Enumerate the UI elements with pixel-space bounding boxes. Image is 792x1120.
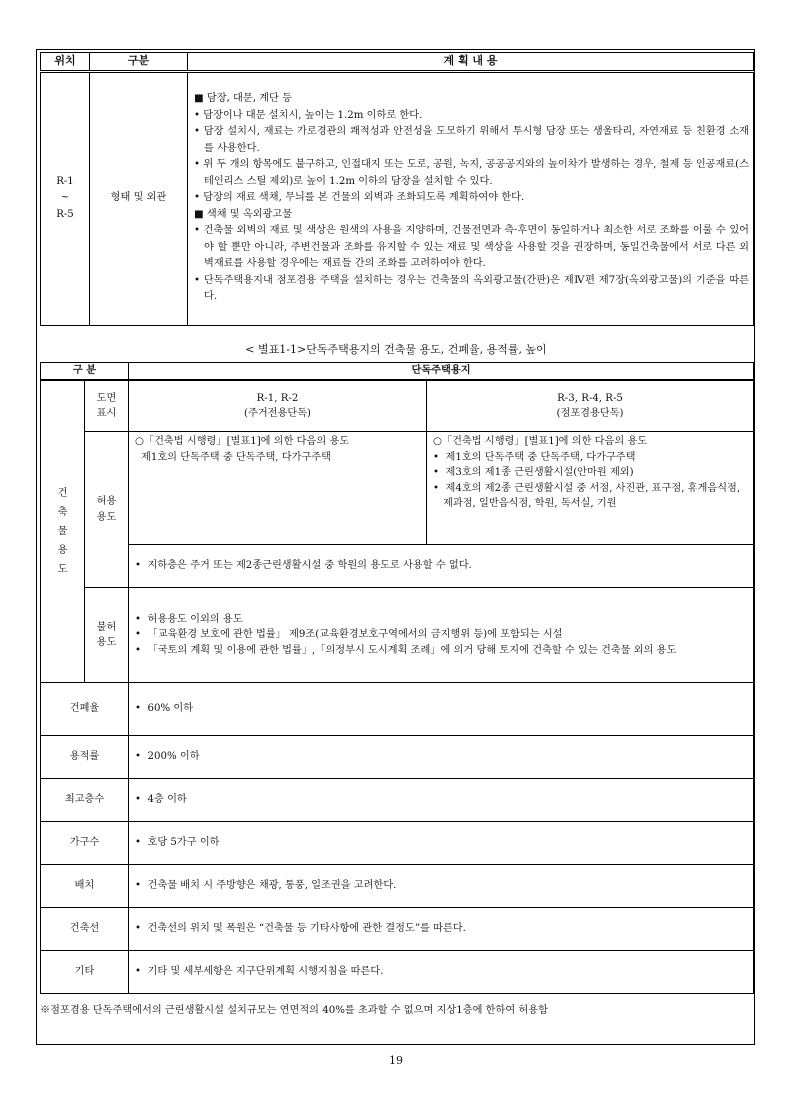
forbidden-use-cell: • 허용용도 이외의 용도 • 「교육환경 보호에 관한 법률」 제9조(교육환경보호구역에서의 금지행위 등)에 포함되는 시설 • 「국토의 계획 및 이용에 관한 법률」,「의정부시 도시계획 조례」에 의거 당해 토지에 건축할 수 있는 건축물 외의 용도 — [129, 588, 754, 683]
zone-mixed-store: R-3, R-4, R-5 (점포겸용단독) — [427, 380, 754, 432]
header-detached-housing: 단독주택용지 — [129, 363, 754, 381]
footnote: ※점포겸용 단독주택에서의 근린생활시설 설치규모는 연면적의 40%를 초과할 수 없으며 지상1층에 한하여 허용함 — [40, 1005, 548, 1016]
location-end: R-5 — [56, 208, 74, 220]
section-title-color: ■ 색채 및 옥외광고물 — [194, 208, 293, 220]
header-category: 구분 — [90, 53, 188, 72]
category-cell: 형태 및 외관 — [90, 71, 188, 325]
fence-item: • 담장 설치시, 재료는 가로경관의 쾌적성과 안전성을 도모하기 위해서 투시형 담장 또는 생울타리, 자연재료 등 친환경 소재를 사용한다. — [194, 126, 749, 154]
plan-content-cell — [188, 71, 754, 325]
row-households: 가구수 • 호당 5가구 이하 — [41, 822, 754, 865]
plan-table — [40, 52, 754, 326]
zone-label: 도면 표시 — [85, 380, 129, 432]
fence-item: • 담장의 재료 색채, 무늬를 본 건물의 외벽과 조화되도록 계획하여야 한다. — [194, 192, 525, 204]
header-plan-content: 계 획 내 용 — [188, 53, 754, 72]
row-floor-area-ratio: 용적률 • 200% 이하 — [41, 736, 754, 779]
location-cell — [41, 71, 90, 325]
table-caption: < 별표1-1>단독주택용지의 건축물 용도, 건폐율, 용적률, 높이 — [245, 343, 547, 356]
fence-item: • 담장이나 대문 설치시, 높이는 1.2m 이하로 한다. — [194, 109, 423, 121]
row-other: 기타 • 기타 및 세부세항은 지구단위계획 시행지침을 따른다. — [41, 951, 754, 994]
forbidden-use-label: 불허 용도 — [85, 588, 129, 683]
location-start: R-1 — [56, 175, 74, 187]
basement-note: • 지하층은 주거 또는 제2종근린생활시설 중 학원의 용도로 사용할 수 없다. — [129, 545, 754, 588]
section-title-fence: ■ 담장, 대문, 계단 등 — [194, 93, 292, 105]
color-item: • 단독주택용지내 점포겸용 주택을 설치하는 경우는 건축물의 옥외광고물(간판)은 제Ⅳ편 제7장(옥외광고물)의 기준을 따른다. — [194, 274, 750, 303]
building-use-group-label: 건 축 물 용 도 — [41, 380, 85, 683]
header-location: 위치 — [41, 53, 90, 72]
row-building-line: 건축선 • 건축선의 위치 및 폭원은 “건축물 등 기타사항에 관한 결정도”를 따른다. — [41, 908, 754, 951]
use-table-header — [41, 363, 754, 381]
allowed-use-residential: ○「건축법 시행령」[별표1]에 의한 다음의 용도 제1호의 단독주택 중 단독주택, 다가구주택 — [129, 432, 427, 545]
page-number: 19 — [389, 1054, 403, 1067]
row-max-floors: 최고층수 • 4층 이하 — [41, 779, 754, 822]
location-sep: ~ — [60, 192, 70, 204]
plan-table-header — [41, 53, 754, 72]
color-item: • 건축물 외벽의 재료 및 색상은 원색의 사용을 지양하며, 건물전면과 측·후면이 동일하거나 최소한 서로 조화를 이룰 수 있어야 할 뿐만 아니라, 주변건물과 조화를 유지할 수 있는 재료 및 색상을 사용할 것을 권장하며, 동일건축물에서 서로 다른 외벽재료를 사용할 경우에는 재료들 간의 조화를 고려하여야 한다. — [194, 225, 750, 270]
row-coverage: 건폐율 • 60% 이하 — [41, 683, 754, 736]
header-division: 구 분 — [41, 363, 129, 381]
zone-residential: R-1, R-2 (주거전용단독) — [129, 380, 427, 432]
fence-item: • 위 두 개의 항목에도 불구하고, 인접대지 또는 도로, 공원, 녹지, 공공공지와의 높이차가 발생하는 경우, 철제 등 인공재료(스테인리스 스틸 제외)로 높이 1.2m 이하의 담장을 설치할 수 있다. — [194, 159, 750, 187]
use-table — [40, 362, 754, 994]
allowed-use-mixed: ○「건축법 시행령」[별표1]에 의한 다음의 용도 • 제1호의 단독주택 중 단독주택, 다가구주택 • 제3호의 제1종 근린생활시설(안마원 제외) • 제4호의 제2종 근린생활시설 중 서점, 사진관, 표구점, 휴게음식점, 제과점, 일반음식점, 학원, 독서실, 기원 — [427, 432, 754, 545]
allowed-use-label: 허용 용도 — [85, 432, 129, 588]
row-layout: 배치 • 건축물 배치 시 주방향은 채광, 통풍, 일조권을 고려한다. — [41, 865, 754, 908]
